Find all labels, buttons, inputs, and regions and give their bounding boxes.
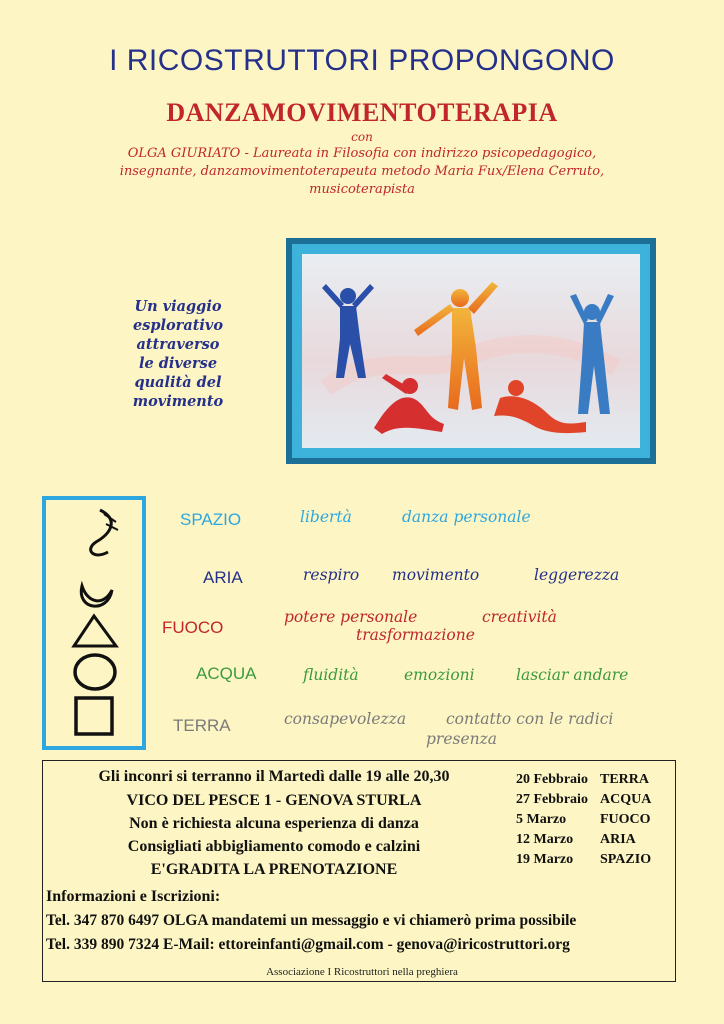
quality-terra: contatto con le radici xyxy=(446,710,614,728)
schedule-date: 12 Marzo xyxy=(516,832,574,847)
schedule-date: 19 Marzo xyxy=(516,852,574,867)
element-acqua: ACQUA xyxy=(196,664,257,683)
quality-fuoco: creatività xyxy=(482,608,557,626)
element-terra: TERRA xyxy=(173,716,231,735)
voyage-line: le diverse xyxy=(138,355,218,372)
contact-phone-olga: Tel. 347 870 6497 OLGA mandatemi un messaggio e vi chiamerò prima possibile xyxy=(46,912,577,929)
elements-symbol-icon xyxy=(46,500,142,746)
quality-acqua: fluidità xyxy=(303,666,359,684)
info-address: VICO DEL PESCE 1 - GENOVA STURLA xyxy=(126,792,422,809)
schedule-date: 27 Febbraio xyxy=(516,792,588,807)
info-line: Consigliati abbigliamento comodo e calzini xyxy=(127,838,421,855)
schedule-element: TERRA xyxy=(600,772,650,787)
info-booking: E'GRADITA LA PRENOTAZIONE xyxy=(150,861,398,878)
quality-fuoco: potere personale xyxy=(284,608,418,626)
con-label: con xyxy=(351,130,373,144)
quality-fuoco: trasformazione xyxy=(356,626,475,644)
quality-acqua: lasciar andare xyxy=(516,666,629,684)
poster-subtitle: DANZAMOVIMENTOTERAPIA xyxy=(166,98,558,127)
schedule-date: 5 Marzo xyxy=(516,812,567,827)
dancers-painting xyxy=(286,238,656,464)
quality-acqua: emozioni xyxy=(404,666,475,684)
voyage-line: qualità del xyxy=(134,374,222,391)
quality-aria: leggerezza xyxy=(534,566,620,584)
quality-spazio: libertà xyxy=(300,508,352,526)
presenter-line: OLGA GIURIATO - Laureata in Filosofia con indirizzo psicopedagogico, xyxy=(127,146,597,161)
quality-aria: movimento xyxy=(392,566,480,584)
contacts-title: Informazioni e Iscrizioni: xyxy=(46,888,221,905)
voyage-line: esplorativo xyxy=(132,317,224,334)
quality-terra: presenza xyxy=(426,730,498,748)
quality-spazio: danza personale xyxy=(402,508,531,526)
info-schedule-line: Gli inconri si terranno il Martedì dalle 19 alle 20,30 xyxy=(98,768,450,785)
voyage-line: attraverso xyxy=(136,336,220,353)
association-footer: Associazione I Ricostruttori nella preghiera xyxy=(266,966,458,978)
presenter-line: insegnante, danzamovimentoterapeuta metodo Maria Fux/Elena Cerruto, xyxy=(119,164,605,179)
presenter-line: musicoterapista xyxy=(309,182,415,197)
element-spazio: SPAZIO xyxy=(180,510,242,529)
contact-phone-email: Tel. 339 890 7324 E-Mail: ettoreinfanti@gmail.com - genova@iricostruttori.org xyxy=(46,936,570,953)
schedule-element: SPAZIO xyxy=(600,852,652,867)
poster-title: I RICOSTRUTTORI PROPONGONO xyxy=(109,44,615,77)
info-line: Non è richiesta alcuna esperienza di danza xyxy=(129,815,419,832)
schedule-element: FUOCO xyxy=(600,812,651,827)
element-aria: ARIA xyxy=(203,568,243,587)
elements-symbol-frame xyxy=(42,496,146,750)
schedule-element: ACQUA xyxy=(600,792,652,807)
quality-terra: consapevolezza xyxy=(284,710,407,728)
schedule-date: 20 Febbraio xyxy=(516,772,588,787)
element-fuoco: FUOCO xyxy=(162,618,224,637)
voyage-line: Un viaggio xyxy=(134,298,222,315)
voyage-line: movimento xyxy=(132,393,224,410)
schedule-element: ARIA xyxy=(600,832,636,847)
quality-aria: respiro xyxy=(303,566,360,584)
